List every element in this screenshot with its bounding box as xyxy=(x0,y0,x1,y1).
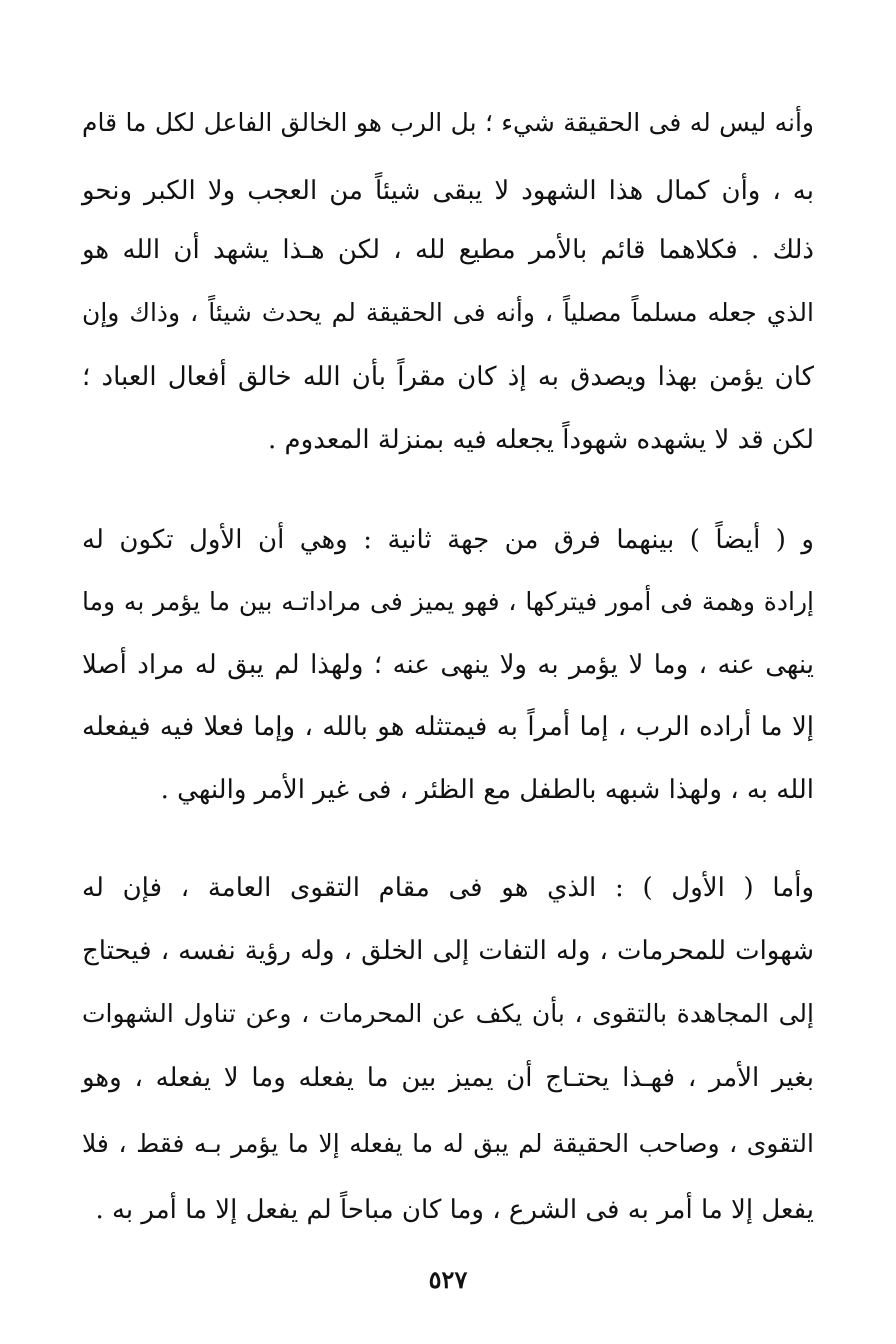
text-line: كان يؤمن بهذا ويصدق به إذ كان مقراً بأن الله خالق أفعال العباد ؛ xyxy=(82,362,814,392)
text-line: ينهى عنه ، وما لا يؤمر به ولا ينهى عنه ؛ ولهذا لم يبق له مراد أصلا xyxy=(82,650,814,680)
text-line: شهوات للمحرمات ، وله التفات إلى الخلق ، وله رؤية نفسه ، فيحتاج xyxy=(82,936,814,966)
page-number: ٥٢٧ xyxy=(428,1265,468,1294)
text-line: لكن قد لا يشهده شهوداً يجعله فيه بمنزلة المعدوم . xyxy=(268,425,814,455)
text-line: وأنه ليس له فى الحقيقة شيء ؛ بل الرب هو الخالق الفاعل لكل ما قام xyxy=(82,108,814,137)
text-line: و ( أيضاً ) بينهما فرق من جهة ثانية : وهي أن الأول تكون له xyxy=(82,525,814,555)
text-line: إلى المجاهدة بالتقوى ، بأن يكف عن المحرمات ، وعن تناول الشهوات xyxy=(82,999,814,1028)
text-line: الذي جعله مسلماً مصلياً ، وأنه فى الحقيقة لم يحدث شيئاً ، وذاك وإن xyxy=(82,298,814,327)
text-line: الله به ، ولهذا شبهه بالطفل مع الظئر ، فى غير الأمر والنهي . xyxy=(160,775,814,805)
text-line: بغير الأمر ، فهـذا يحتـاج أن يميز بين ما يفعله وما لا يفعله ، وهو xyxy=(82,1063,814,1093)
text-line: ذلك . فكلاهما قائم بالأمر مطيع لله ، لكن هـذا يشهد أن الله هو xyxy=(82,235,814,265)
text-line: يفعل إلا ما أمر به فى الشرع ، وما كان مباحاً لم يفعل إلا ما أمر به . xyxy=(95,1195,814,1225)
text-line: وأما ( الأول ) : الذي هو فى مقام التقوى العامة ، فإن له xyxy=(82,873,814,903)
text-line: إلا ما أراده الرب ، إما أمراً به فيمتثله هو بالله ، وإما فعلا فيه فيفعله xyxy=(82,712,814,742)
text-line: إرادة وهمة فى أمور فيتركها ، فهو يميز فى مراداتـه بين ما يؤمر به وما xyxy=(82,587,814,616)
text-line: التقوى ، وصاحب الحقيقة لم يبق له ما يفعله إلا ما يؤمر بـه فقط ، فلا xyxy=(82,1129,814,1158)
text-line: به ، وأن كمال هذا الشهود لا يبقى شيئاً من العجب ولا الكبر ونحو xyxy=(82,176,814,206)
